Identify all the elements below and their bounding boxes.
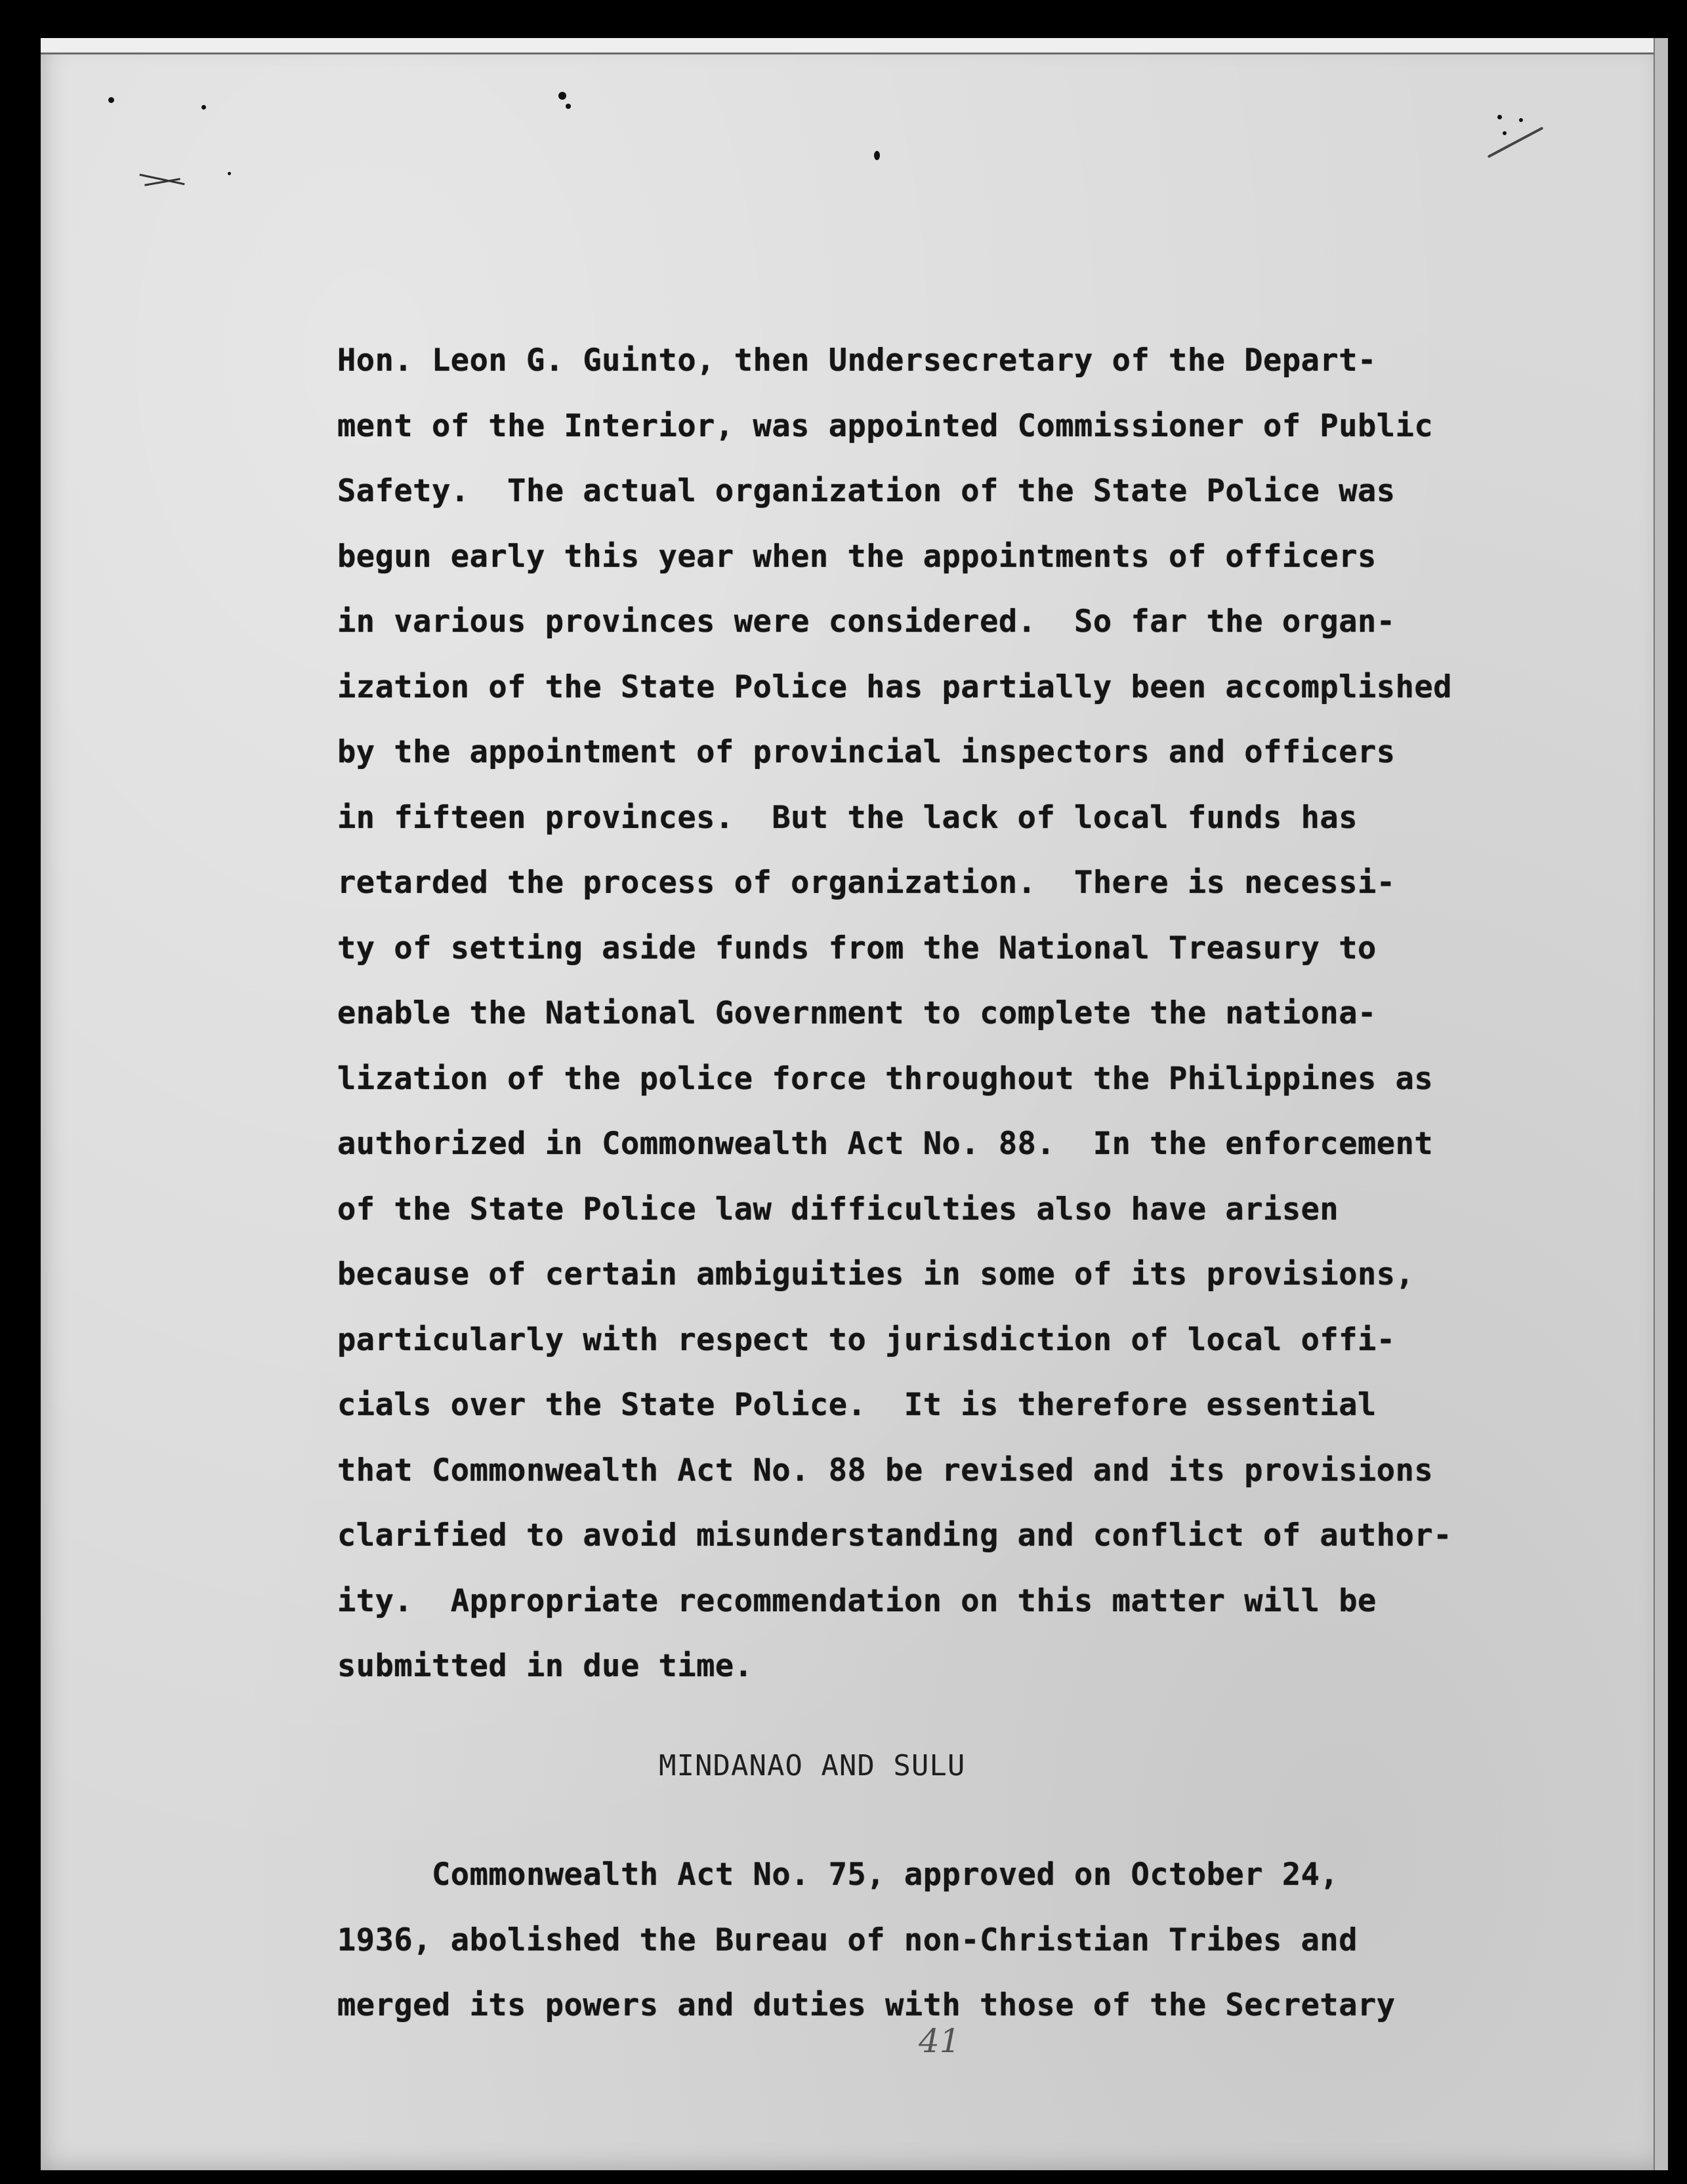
page-number: 41 <box>919 2022 961 2060</box>
text-line: ty of setting aside funds from the National Treasury to <box>337 930 1377 966</box>
text-line: in fifteen provinces. But the lack of local funds has <box>337 799 1358 836</box>
section-heading: MINDANAO AND SULU <box>659 1749 966 1782</box>
text-line: authorized in Commonwealth Act No. 88. In the enforcement <box>337 1126 1434 1162</box>
text-line: Safety. The actual organization of the State Police was <box>337 473 1396 509</box>
text-line: lization of the police force throughout the Philippines as <box>337 1060 1434 1097</box>
page-top-edge <box>41 38 1667 54</box>
text-line: ity. Appropriate recommendation on this matter will be <box>337 1582 1377 1619</box>
page-right-edge <box>1654 38 1668 2170</box>
body-paragraph-2 <box>337 1842 1597 2038</box>
text-line: ization of the State Police has partially been accomplished <box>337 669 1452 705</box>
text-line: that Commonwealth Act No. 88 be revised and its provisions <box>337 1452 1434 1489</box>
text-line: Commonwealth Act No. 75, approved on October 24, <box>337 1857 1339 1893</box>
text-line: in various provinces were considered. So far the organ- <box>337 604 1396 640</box>
text-line: retarded the process of organization. There is necessi- <box>337 865 1396 901</box>
text-line: clarified to avoid misunderstanding and conflict of author- <box>337 1517 1452 1554</box>
text-line: because of certain ambiguities in some of its provisions, <box>337 1256 1415 1292</box>
text-line: cials over the State Police. It is therefore essential <box>337 1387 1377 1423</box>
text-line: particularly with respect to jurisdiction of local offi- <box>337 1321 1396 1358</box>
text-line: begun early this year when the appointments of officers <box>337 538 1377 575</box>
text-line: Hon. Leon G. Guinto, then Undersecretary of the Depart- <box>337 342 1377 379</box>
text-line: submitted in due time. <box>337 1648 753 1684</box>
text-line: merged its powers and duties with those of the Secretary <box>337 1987 1396 2023</box>
text-line: enable the National Government to complete the nationa- <box>337 995 1377 1031</box>
text-line: ment of the Interior, was appointed Commissioner of Public <box>337 407 1434 444</box>
body-paragraph-1 <box>337 328 1597 1699</box>
text-line: 1936, abolished the Bureau of non-Christian Tribes and <box>337 1922 1358 1958</box>
text-line: by the appointment of provincial inspectors and officers <box>337 734 1396 770</box>
text-line: of the State Police law difficulties also have arisen <box>337 1191 1339 1227</box>
